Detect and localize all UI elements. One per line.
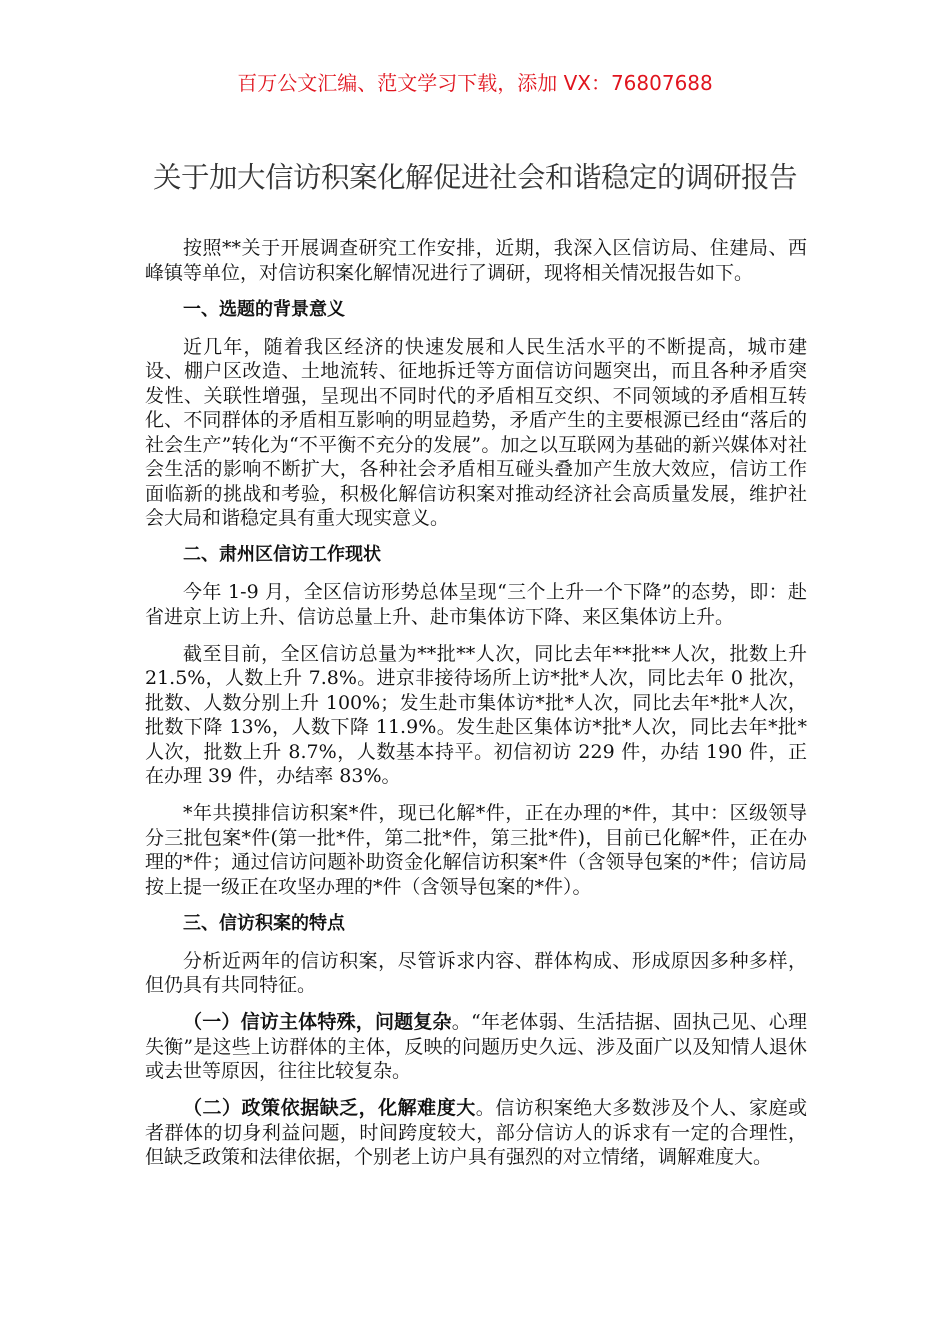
subsection-paragraph-2 xyxy=(145,1096,807,1170)
subsection-title: （二）政策依据缺乏，化解难度大 xyxy=(183,1097,476,1119)
subsection-text: 。信访积案绝大多数涉及个人、家庭或者群体的切身利益问题，时间跨度较大，部分信访人的诉求有一定的合理性，但缺乏政策和法律依据，个别老上访户具有强烈的对立情绪，调解难度大。 xyxy=(145,1097,807,1168)
section-heading-2: 二、肃州区信访工作现状 xyxy=(183,544,381,565)
section-heading-1: 一、选题的背景意义 xyxy=(183,298,345,320)
document-body xyxy=(145,236,807,1182)
subsection-title: （一）信访主体特殊，问题复杂 xyxy=(183,1011,452,1033)
paragraph: 近几年，随着我区经济的快速发展和人民生活水平的不断提高，城市建设、棚户区改造、土地流转、征地拆迁等方面信访问题突出，而且各种矛盾突发性、关联性增强，呈现出不同时代的矛盾相互交织、不同领域的矛盾相互转化、不同群体的矛盾相互影响的明显趋势，矛盾产生的主要根源已经由“落后的社会生产”转化为“不平衡不充分的发展”。加之以互联网为基础的新兴媒体对社会生活的影响不断扩大，各种社会矛盾相互碰头叠加产生放大效应，信访工作面临新的挑战和考验，积极化解信访积案对推动经济社会高质量发展，维护社会大局和谐稳定具有重大现实意义。 xyxy=(145,335,807,529)
intro-paragraph: 按照**关于开展调查研究工作安排，近期，我深入区信访局、住建局、西峰镇等单位，对信访积案化解情况进行了调研，现将相关情况报告如下。 xyxy=(145,237,807,284)
subsection-text: 。“年老体弱、生活拮据、固执己见、心理失衡”是这些上访群体的主体，反映的问题历史久远、涉及面广以及知情人退休或去世等原因，往往比较复杂。 xyxy=(145,1011,807,1082)
document-title: 关于加大信访积案化解促进社会和谐稳定的调研报告 xyxy=(152,161,797,194)
subsection-paragraph-1 xyxy=(145,1010,807,1084)
paragraph: 分析近两年的信访积案，尽管诉求内容、群体构成、形成原因多种多样，但仍具有共同特征。 xyxy=(145,949,807,996)
paragraph: 今年 1-9 月，全区信访形势总体呈现“三个上升一个下降”的态势，即：赴省进京上访上升、信访总量上升、赴市集体访下降、来区集体访上升。 xyxy=(145,581,807,628)
paragraph: *年共摸排信访积案*件，现已化解*件，正在办理的*件，其中：区级领导分三批包案*件(第一批*件，第二批*件，第三批*件)，目前已化解*件，正在办理的*件；通过信访问题补助资金化解信访积案*件（含领导包案的*件；信访局按上提一级正在攻坚办理的*件（含领导包案的*件）。 xyxy=(145,802,807,898)
paragraph: 截至目前，全区信访总量为**批**人次，同比去年**批**人次，批数上升 21.5%，人数上升 7.8%。进京非接待场所上访*批*人次，同比去年 0 批次，批数、人数分别上升 100%；发生赴市集体访*批*人次，同比去年*批*人次，批数下降 13%，人数下降 11.9%。发生赴区集体访*批*人次，同比去年*批*人次，批数上升 8.7%，人数基本持平。初信初访 229 件，办结 190 件，正在办理 39 件，办结率 83%。 xyxy=(145,642,807,787)
section-heading-3: 三、信访积案的特点 xyxy=(183,912,345,934)
watermark-banner: 百万公文汇编、范文学习下载，添加 VX：76807688 xyxy=(237,71,713,95)
